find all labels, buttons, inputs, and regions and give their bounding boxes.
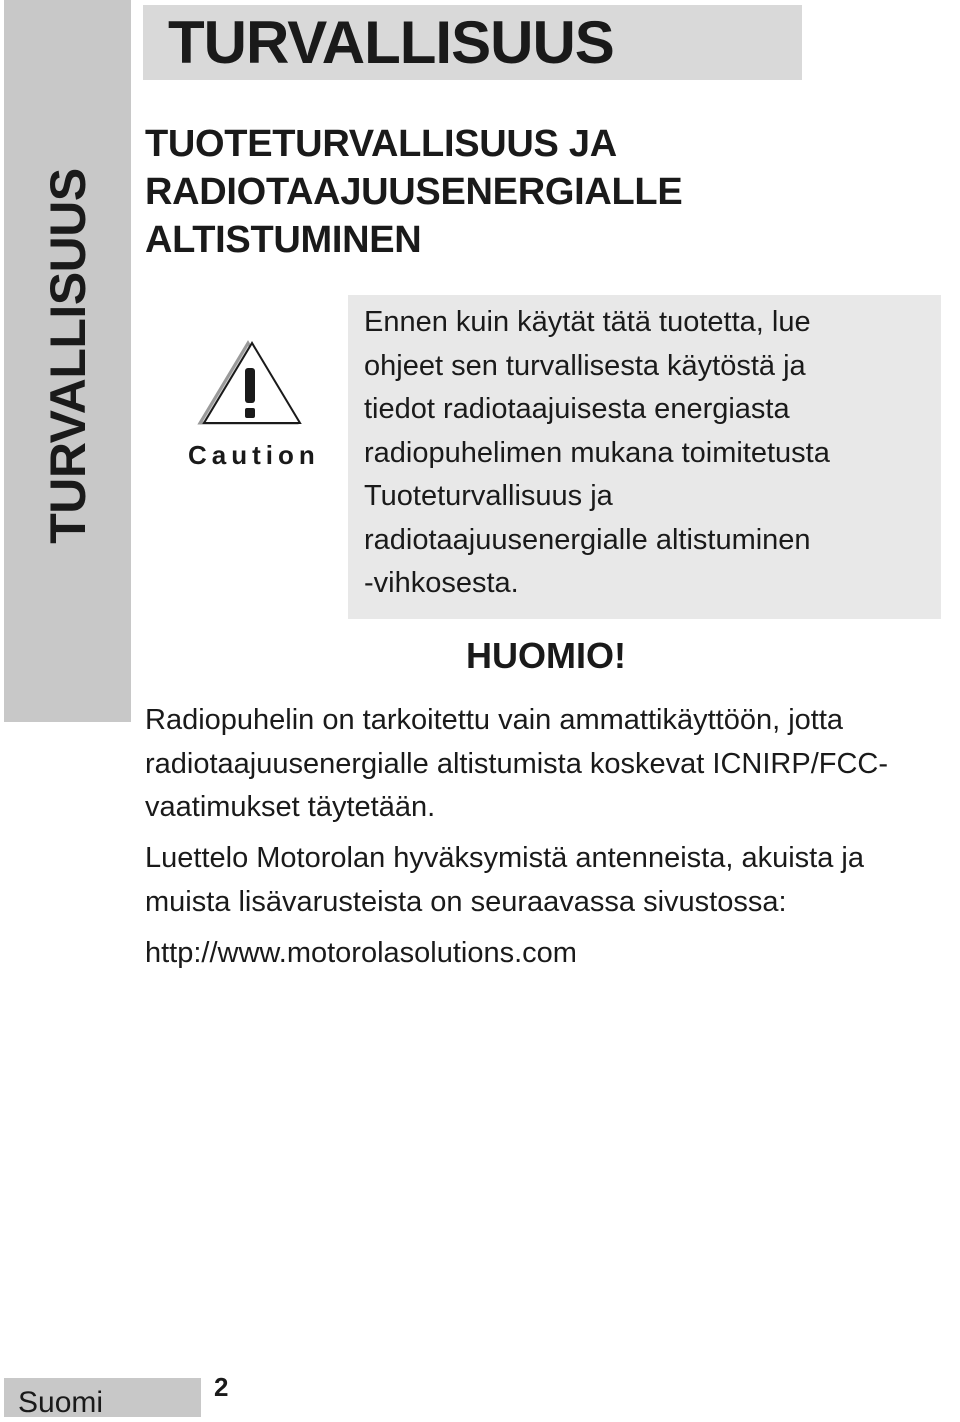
caution-text-line: radiopuhelimen mukana toimitetusta xyxy=(364,436,830,469)
caution-box xyxy=(348,295,941,619)
title-bar xyxy=(143,5,802,80)
caution-text-line: tiedot radiotaajuisesta energiasta xyxy=(364,393,790,425)
website-url: http://www.motorolasolutions.com xyxy=(145,937,577,969)
footer-language-tab xyxy=(4,1378,201,1417)
page-number: 2 xyxy=(214,1372,229,1402)
caution-text-line: ohjeet sen turvallisesta käytöstä ja xyxy=(364,349,806,382)
caution-block xyxy=(188,338,320,478)
paragraph-line: radiotaajuusenergialle altistumista koskevat ICNIRP/FCC- xyxy=(145,747,889,780)
caution-text-line: -vihkosesta. xyxy=(364,567,519,599)
warning-triangle-icon xyxy=(192,338,304,428)
caution-text-line: radiotaajuusenergialle altistuminen xyxy=(364,523,811,556)
caution-text-line: Ennen kuin käytät tätä tuotetta, lue xyxy=(364,306,811,338)
note-paragraph-1 xyxy=(145,699,888,830)
footer-language-label: Suomi xyxy=(18,1386,104,1419)
paragraph-line: Radiopuhelin on tarkoitettu vain ammattikäyttöön, jotta xyxy=(145,704,844,736)
paragraph-line: vaatimukset täytetään. xyxy=(145,791,436,823)
note-paragraph-2 xyxy=(145,837,864,924)
caution-text-line: Tuoteturvallisuus ja xyxy=(364,480,613,512)
paragraph-line: Luettelo Motorolan hyväksymistä antenneista, akuista ja xyxy=(145,842,864,874)
section-heading xyxy=(145,120,682,264)
caution-text xyxy=(364,301,830,606)
page-title: TURVALLISUUS xyxy=(168,9,614,76)
caution-label: Caution xyxy=(188,440,320,470)
section-heading-line: TUOTETURVALLISUUS JA xyxy=(145,123,617,165)
section-heading-line: RADIOTAAJUUSENERGIALLE xyxy=(145,171,683,213)
side-tab-label: TURVALLISUUS xyxy=(39,168,96,544)
side-tab xyxy=(4,0,131,722)
note-heading: HUOMIO! xyxy=(466,635,626,676)
paragraph-line: muista lisävarusteista on seuraavassa sivustossa: xyxy=(145,885,787,918)
section-heading-line: ALTISTUMINEN xyxy=(145,219,422,261)
